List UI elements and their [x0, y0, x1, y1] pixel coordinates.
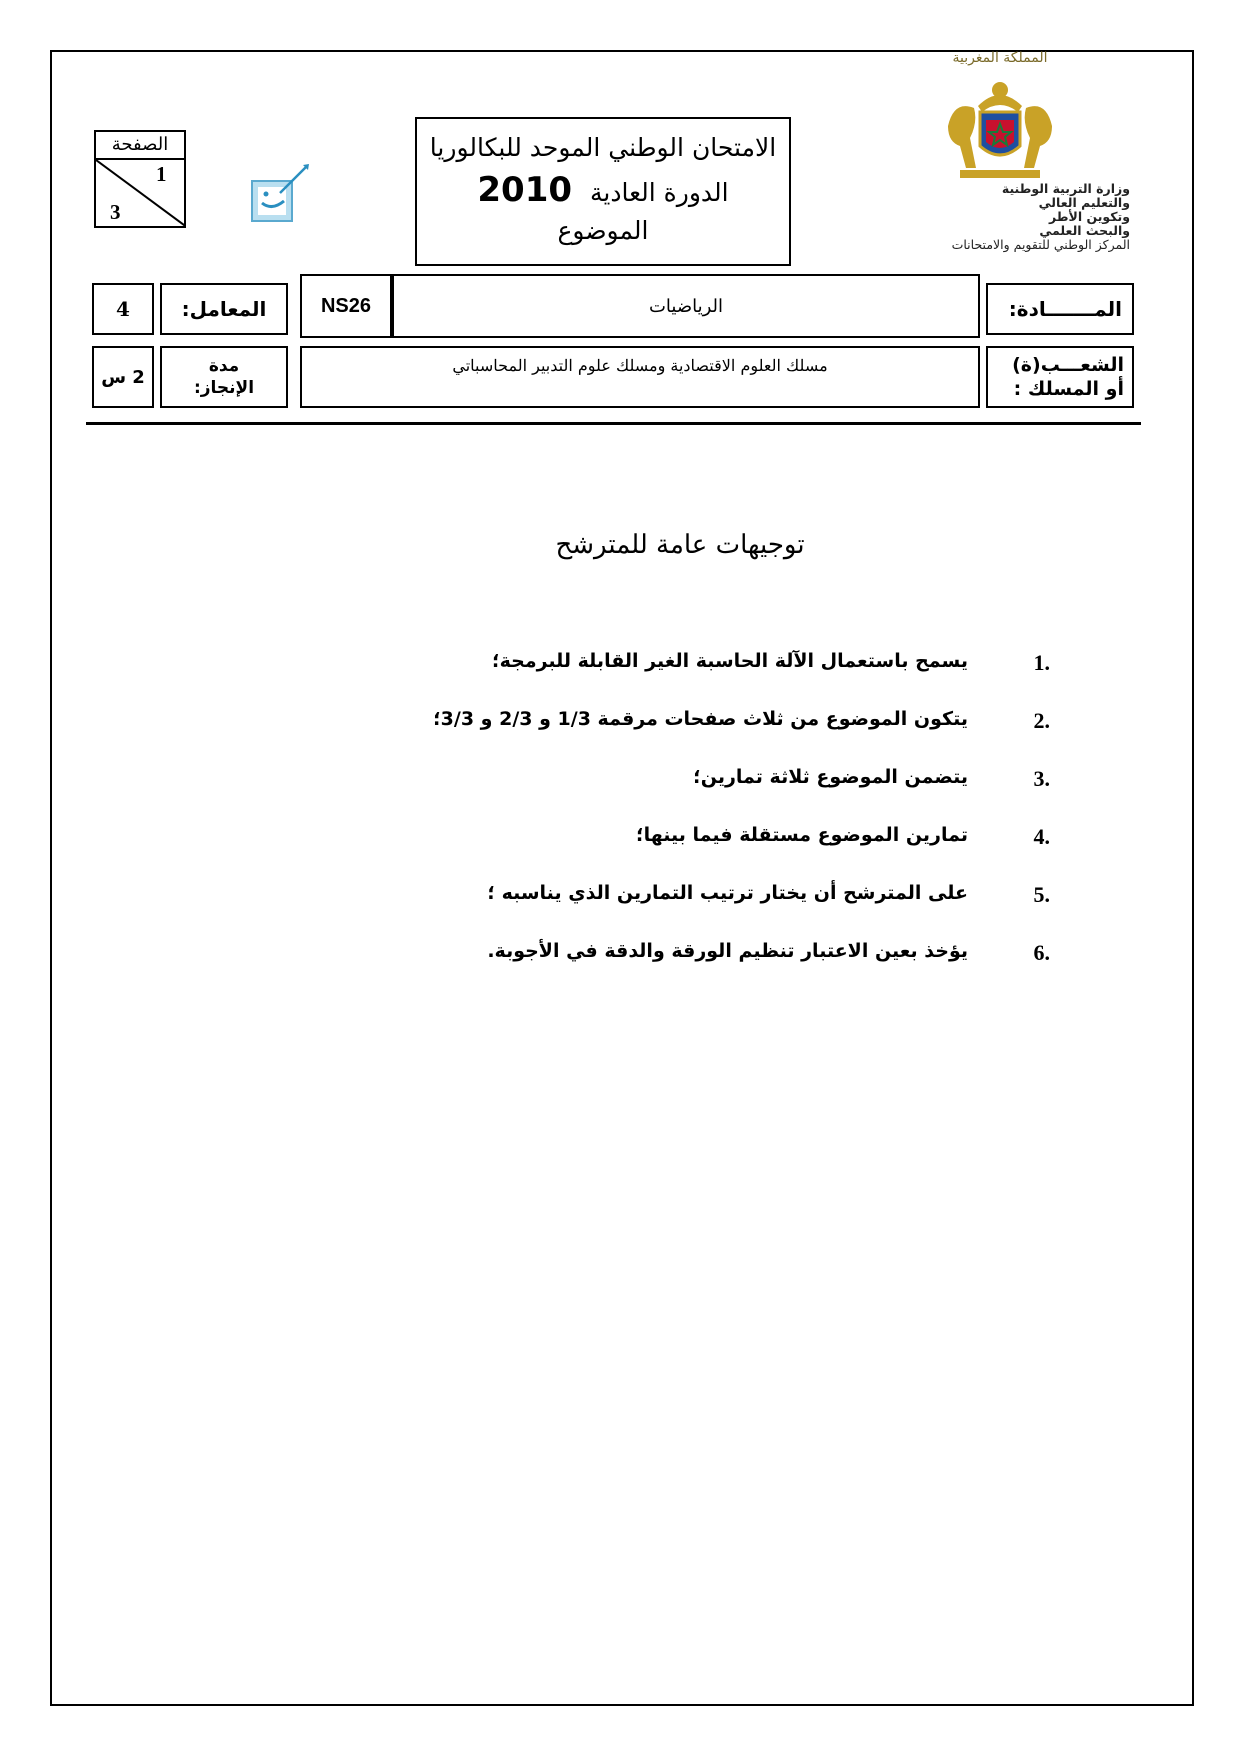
duration-label	[160, 346, 288, 408]
session-line	[417, 170, 789, 210]
item-number: 2.	[1033, 708, 1050, 733]
list-item	[300, 708, 1050, 766]
list-item	[300, 824, 1050, 882]
list-item	[300, 766, 1050, 824]
ministry-line: وزارة التربية الوطنية	[1001, 181, 1130, 196]
session-label: الدورة العادية	[589, 178, 729, 207]
subject-label: المـــــــادة:	[986, 283, 1134, 335]
item-text: يتضمن الموضوع ثلاثة تمارين؛	[693, 766, 968, 788]
ministry-name	[880, 182, 1130, 252]
ministry-line: والبحث العلمي	[1039, 223, 1130, 238]
exam-code: NS26	[300, 274, 392, 338]
item-text: يؤخذ بعين الاعتبار تنظيم الورقة والدقة في الأجوبة.	[487, 940, 968, 962]
item-text: تمارين الموضوع مستقلة فيما بينها؛	[636, 824, 968, 846]
item-number: 3.	[1033, 766, 1050, 791]
item-number: 1.	[1033, 650, 1050, 675]
ministry-line: وتكوين الأطر	[1048, 209, 1130, 224]
list-item	[300, 882, 1050, 940]
branch-label-line1: الشعـــب(ة)	[1012, 354, 1124, 376]
page-number-box	[94, 160, 186, 228]
subject-value: الرياضيات	[392, 274, 980, 338]
page-current: 1	[156, 162, 167, 186]
list-item	[300, 650, 1050, 708]
duration-label-line2: الإنجاز:	[193, 378, 255, 398]
subject-heading: الموضوع	[557, 216, 649, 245]
item-number: 4.	[1033, 824, 1050, 849]
ministry-line: المركز الوطني للتقويم والامتحانات	[951, 237, 1130, 252]
item-number: 6.	[1033, 940, 1050, 965]
exam-year: 2010	[477, 170, 573, 210]
exam-title: الامتحان الوطني الموحد للبكالوريا	[429, 133, 777, 162]
page-label: الصفحة	[94, 130, 186, 160]
item-text: على المترشح أن يختار ترتيب التمارين الذي يناسبه ؛	[487, 882, 968, 904]
branch-label-line2: أو المسلك :	[1013, 378, 1124, 400]
list-item	[300, 940, 1050, 998]
cnee-logo-icon	[250, 163, 320, 225]
kingdom-label: المملكة المغربية	[952, 50, 1048, 66]
item-text: يسمح باستعمال الآلة الحاسبة الغير القابلة للبرمجة؛	[492, 650, 968, 672]
duration-label-line1: مدة	[208, 356, 240, 376]
instructions-title: توجيهات عامة للمترشح	[555, 530, 805, 560]
page-total: 3	[110, 200, 121, 224]
instructions-list	[300, 650, 1050, 998]
item-text: يتكون الموضوع من ثلاث صفحات مرقمة 1/3 و 2/3 و 3/3؛	[433, 708, 968, 730]
coefficient-label: المعامل:	[160, 283, 288, 335]
duration-value: 2 س	[92, 346, 154, 408]
item-number: 5.	[1033, 882, 1050, 907]
ministry-line: والتعليم العالي	[1038, 195, 1130, 210]
royal-coat-of-arms-icon	[940, 76, 1060, 184]
coefficient-value: 4	[92, 283, 154, 335]
branch-label	[986, 346, 1134, 408]
branch-value: مسلك العلوم الاقتصادية ومسلك علوم التدبير المحاسباتي	[300, 346, 980, 408]
header-rule	[86, 422, 1141, 425]
exam-title-box	[415, 117, 791, 266]
